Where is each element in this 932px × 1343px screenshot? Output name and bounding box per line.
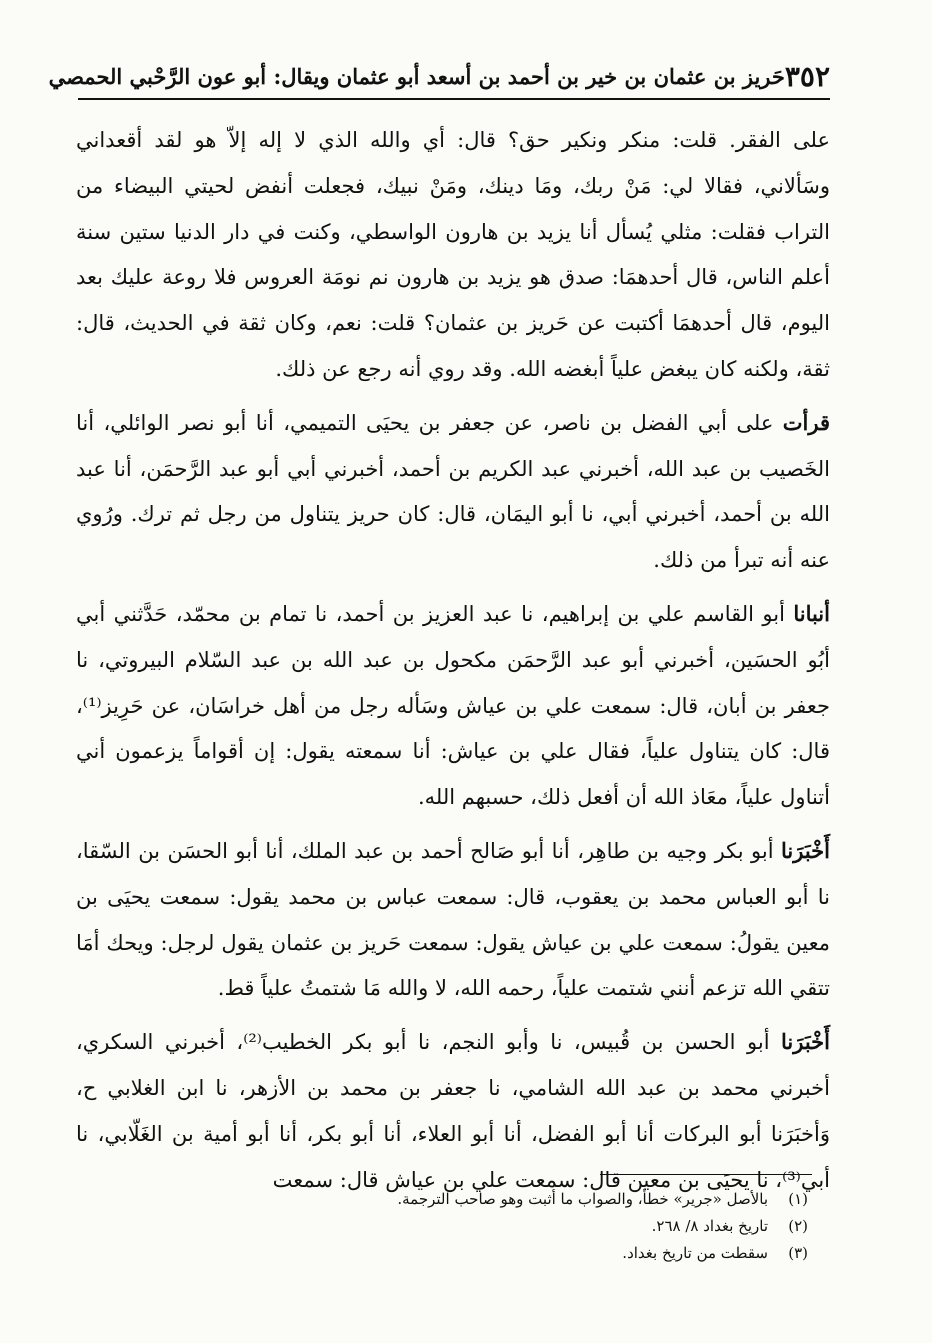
paragraph-text: أبو بكر وجيه بن طاهِر، أنا أبو صَالح أحمد بن عبد الملك، أنا أبو الحسَن بن السّقا، نا أبو العباس محمد بن يعقوب، قال: سمعت عباس بن محمد يقول: سمعت يحيَى بن معين يقولُ: سمعت علي بن عياش يقول: سمعت حَريز بن عثمان يقول لرجل: ويحك أمَا تتقي الله تزعم أنني شتمت علياً، رحمه الله، لا والله مَا شتمتُ علياً قط. (76, 838, 830, 1001)
footnote-number: (٢) (788, 1217, 808, 1235)
paragraph (76, 828, 830, 1012)
page-header (48, 56, 830, 96)
running-title: حَريز بن عثمان بن خير بن أحمد بن أسعد أبو عثمان ويقال: أبو عون الرَّحْبي الحمصي (48, 63, 785, 89)
paragraph (76, 591, 830, 821)
isnad-lead-word: أنبانا (793, 600, 830, 626)
main-text (76, 118, 830, 1203)
paragraph-text: أبو القاسم علي بن إبراهيم، نا عبد العزيز بن أحمد، نا تمام بن محمّد، حَدَّثني أبي أبُو الحسَين، أخبرني أبو عبد الرَّحمَن مكحول بن عبد الله بن عبد السّلام البيروتي، نا جعفر بن أبان، قال: سمعت علي بن عياش وسَأله رجل من أهل خراسَان، عن حَرِيز⁽¹⁾، قال: كان يتناول علياً، فقال علي بن عياش: أنا سمعته يقول: إن أقواماً يزعمون أني أتناول علياً، معَاذ الله أن أفعل ذلك، حسبهم الله. (76, 601, 830, 810)
page-number: ٣٥٢ (784, 59, 830, 93)
isnad-lead-word: أَخْبَرَنا (781, 1029, 830, 1055)
paragraph (76, 1019, 830, 1203)
paragraph-text: على أبي الفضل بن ناصر، عن جعفر بن يحيَى التميمي، أنا أبو نصر الوائلي، أنا الخَصيب بن عبد الله، أخبرني عبد الكريم بن أحمد، أخبرني أبي أبو عبد الرَّحمَن، أنا عبد الله بن أحمد، أخبرني أبي، نا أبو اليمَان، قال: كان حريز يتناول من رجل ثم ترك. ورُوي عنه أنه تبرأ من ذلك. (76, 410, 830, 573)
footnote (80, 1213, 808, 1240)
paragraph (76, 118, 830, 393)
footnote-text: تاريخ بغداد ٨/ ٢٦٨. (651, 1217, 768, 1235)
footnote-number: (٣) (788, 1244, 808, 1262)
isnad-lead-word: أَخْبَرَنا (781, 837, 830, 863)
footnote-text: بالأصل «جرير» خطأ، والصواب ما أثبت وهو صاحب الترجمة. (397, 1190, 768, 1208)
footnote-separator (600, 1174, 812, 1175)
footnote-text: سقطت من تاريخ بغداد. (622, 1244, 768, 1262)
footnotes (80, 1186, 808, 1267)
isnad-lead-word: قرأت (782, 409, 830, 435)
footnote (80, 1240, 808, 1267)
paragraph-text: على الفقر. قلت: منكر ونكير حق؟ قال: أي والله الذي لا إله إلاّ هو لقد أقعداني وسَألاني، فقالا لي: مَنْ ربك، ومَا دينك، ومَنْ نبيك، فجعلت أنفض لحيتي البيضاء من التراب فقلت: مثلي يُسأل أنا يزيد بن هارون الواسطي، وكنت في دار الدنيا ستين سنة أعلم الناس، قال أحدهمَا: صدق هو يزيد بن هارون نم نومَة العروس فلا روعة عليك بعد اليوم، قال أحدهمَا أكتبت عن حَريز بن عثمان؟ قلت: نعم، وكان ثقة في الحديث، قال: ثقة، ولكنه كان يبغض علياً أبغضه الله. وقد روي أنه رجع عن ذلك. (76, 128, 830, 381)
footnote (80, 1186, 808, 1213)
paragraph-text: أبو الحسن بن قُبيس، نا وأبو النجم، نا أبو بكر الخطيب⁽²⁾، أخبرني السكري، أخبرني محمد بن عبد الله الشامي، نا جعفر بن محمد بن الأزهر، نا ابن الغلابي ح، وَأخبَرَنا أبو البركات أنا أبو الفضل، أنا أبو العلاء، أنا أبو بكر، أنا أبو أمية بن الغَلّابي، نا أبي⁽³⁾، نا يحيَى بن معين قال: سمعت علي بن عياش قال: سمعت (76, 1030, 830, 1192)
header-rule (78, 98, 830, 100)
footnote-number: (١) (788, 1190, 808, 1208)
paragraph (76, 400, 830, 584)
